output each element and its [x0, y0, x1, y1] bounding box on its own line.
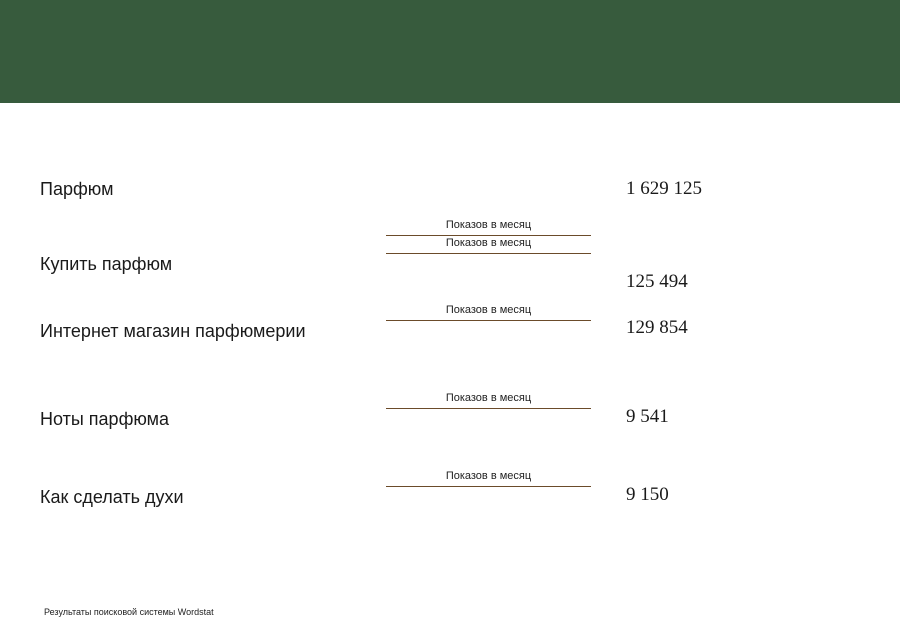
metric-block: [386, 218, 591, 236]
keyword-label: Как сделать духи: [40, 487, 184, 507]
keyword-label: Парфюм: [40, 179, 114, 199]
metric-rule: [386, 408, 591, 409]
list-item: [0, 469, 900, 545]
metric-caption: Показов в месяц: [445, 392, 532, 404]
keyword-label: Купить парфюм: [40, 254, 173, 274]
metric-caption: Показов в месяц: [445, 470, 532, 482]
keyword-label: Ноты парфюма: [40, 409, 170, 429]
metric-caption: Показов в месяц: [445, 237, 532, 249]
metric-value: 129 854: [626, 317, 688, 338]
metric-caption: Показов в месяц: [445, 304, 532, 316]
keyword-label: Интернет магазин парфюмерии: [40, 321, 306, 341]
source-footnote: Результаты поисковой системы Wordstat: [44, 607, 214, 617]
metric-rule: [386, 320, 591, 321]
list-item: [0, 300, 900, 376]
metric-value: 125 494: [626, 271, 688, 292]
metric-value: 1 629 125: [626, 178, 702, 199]
metric-block: [386, 391, 591, 409]
list-item: [0, 389, 900, 465]
metric-block: [386, 236, 591, 254]
metric-caption: Показов в месяц: [445, 219, 532, 231]
metric-rule: [386, 253, 591, 254]
metric-value: 9 541: [626, 406, 669, 427]
metric-value: 9 150: [626, 484, 669, 505]
header-band: [0, 0, 900, 103]
metric-block: [386, 303, 591, 321]
list-item: [0, 160, 900, 236]
metric-block: [386, 469, 591, 487]
metric-rule: [386, 486, 591, 487]
